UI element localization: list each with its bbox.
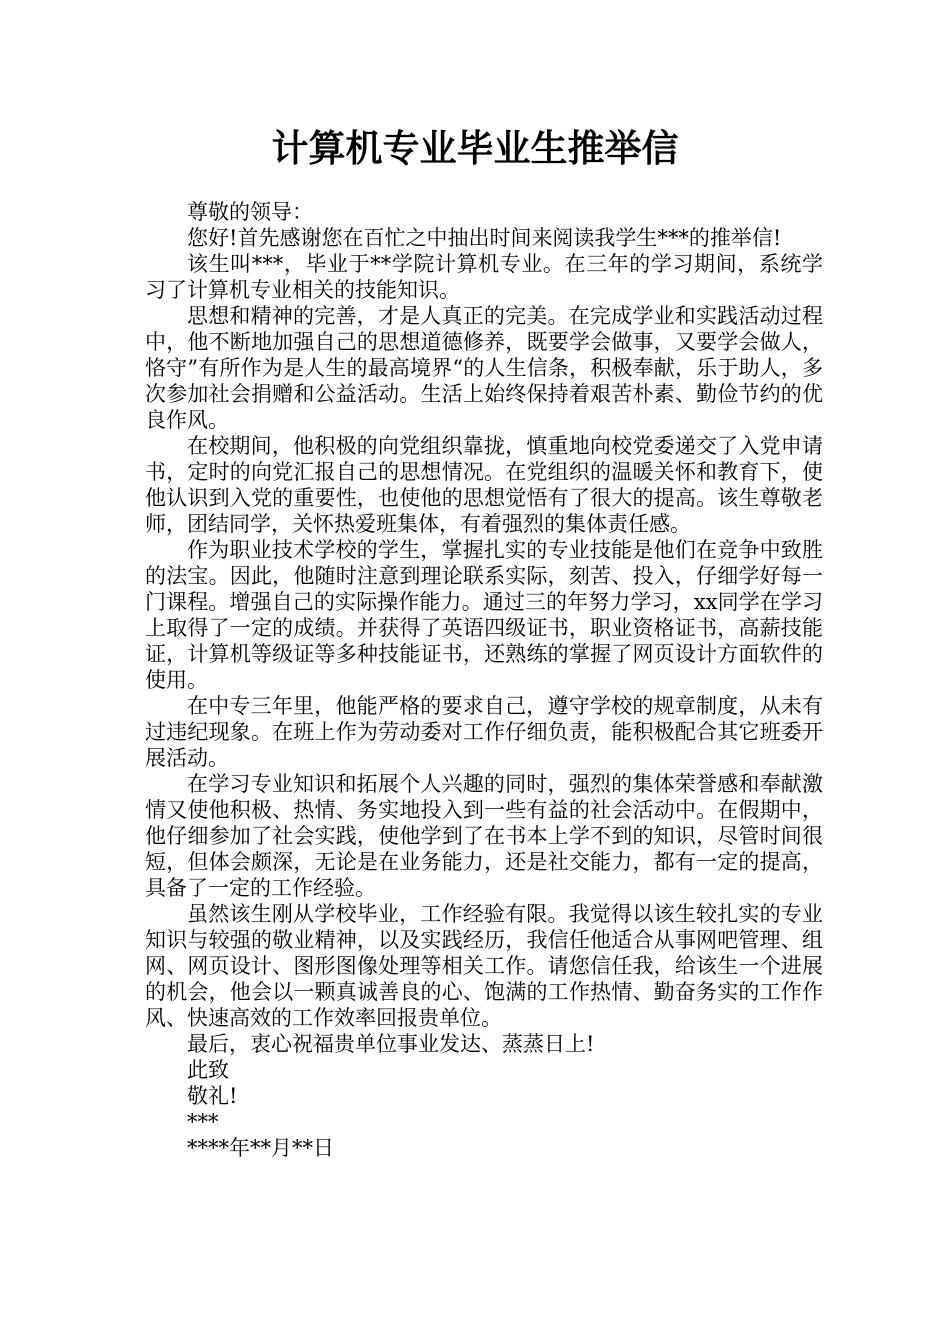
signature: *** — [187, 1110, 219, 1134]
paragraph-greeting: 您好!首先感谢您在百忙之中抽出时间来阅读我学生***的推举信! — [187, 226, 782, 250]
letter-body — [145, 199, 823, 1161]
closing-line-2: 敬礼! — [187, 1084, 238, 1108]
paragraph-activities: 在学习专业知识和拓展个人兴趣的同时，强烈的集体荣誉感和奉献激情又使他积极、热情、务实地投入到一些有益的社会活动中。在假期中，他仔细参加了社会实践，使他学到了在书本上学不到的知识，尽管时间很短，但体会颇深，无论是在业务能力，还是社交能力，都有一定的提高，具备了一定的工作经验。 — [145, 772, 823, 900]
paragraph-discipline: 在中专三年里，他能严格的要求自己，遵守学校的规章制度，从未有过违纪现象。在班上作为劳动委对工作仔细负责，能积极配合其它班委开展活动。 — [145, 694, 823, 770]
paragraph-character: 思想和精神的完善，才是人真正的完美。在完成学业和实践活动过程中，他不断地加强自己的思想道德修养，既要学会做事，又要学会做人，恪守”有所作为是人生的最高境界“的人生信条，积极奉献，乐于助人，多次参加社会捐赠和公益活动。生活上始终保持着艰苦朴素、勤俭节约的优良作风。 — [145, 304, 823, 432]
document-title: 计算机专业毕业生推举信 — [271, 127, 679, 170]
paragraph-introduction: 该生叫***，毕业于**学院计算机专业。在三年的学习期间，系统学习了计算机专业相关的技能知识。 — [145, 252, 823, 302]
paragraph-skills: 作为职业技术学校的学生，掌握扎实的专业技能是他们在竞争中致胜的法宝。因此，他随时注意到理论联系实际，刻苦、投入，仔细学好每一门课程。增强自己的实际操作能力。通过三的年努力学习，xx同学在学习上取得了一定的成绩。并获得了英语四级证书，职业资格证书，高薪技能证，计算机等级证等多种技能证书，还熟练的掌握了网页设计方面软件的使用。 — [145, 538, 823, 692]
closing-line-1: 此致 — [187, 1058, 229, 1082]
paragraph-wishes: 最后，衷心祝福贵单位事业发达、蒸蒸日上! — [187, 1032, 595, 1056]
letter-date: ****年**月**日 — [187, 1136, 334, 1160]
paragraph-party: 在校期间，他积极的向党组织靠拢，慎重地向校党委递交了入党申请书，定时的向党汇报自己的思想情况。在党组织的温暖关怀和教育下，使他认识到入党的重要性，也使他的思想觉悟有了很大的提高。该生尊敬老师，团结同学，关怀热爱班集体，有着强烈的集体责任感。 — [145, 434, 823, 536]
paragraph-recommendation: 虽然该生刚从学校毕业，工作经验有限。我觉得以该生较扎实的专业知识与较强的敬业精神，以及实践经历，我信任他适合从事网吧管理、组网、网页设计、图形图像处理等相关工作。请您信任我，给该生一个进展的机会，他会以一颗真诚善良的心、饱满的工作热情、勤奋务实的工作作风、快速高效的工作效率回报贵单位。 — [145, 902, 823, 1030]
salutation: 尊敬的领导： — [187, 200, 313, 224]
